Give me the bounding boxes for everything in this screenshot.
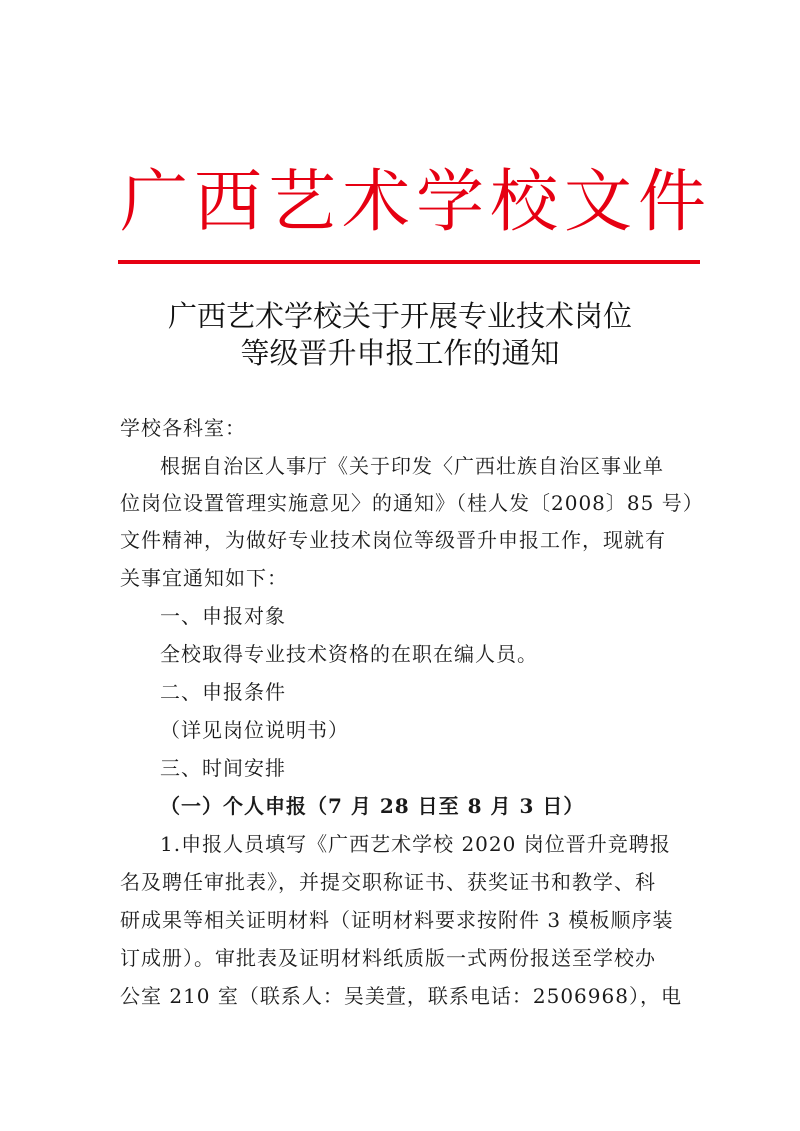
paragraph-line: 根据自治区人事厅《关于印发〈广西壮族自治区事业单 — [160, 454, 664, 478]
paragraph-line: 位岗位设置管理实施意见〉的通知》（桂人发〔2008〕85 号） — [120, 491, 704, 515]
section-heading-1: 一、申报对象 — [160, 604, 286, 628]
paragraph-line: 订成册）。审批表及证明材料纸质版一式两份报送至学校办 — [120, 946, 656, 970]
subsection-heading: （一）个人申报（7 月 28 日至 8 月 3 日） — [160, 794, 585, 818]
salutation: 学校各科室： — [120, 416, 246, 440]
paragraph-line: （详见岗位说明书） — [160, 718, 349, 742]
paragraph-line: 1.申报人员填写《广西艺术学校 2020 岗位晋升竞聘报 — [160, 832, 671, 856]
masthead: 广西艺术学校文件 — [120, 163, 713, 242]
red-divider — [118, 260, 700, 264]
paragraph-line: 文件精神，为做好专业技术岗位等级晋升申报工作，现就有 — [120, 528, 666, 552]
document-title-line-1: 广西艺术学校关于开展专业技术岗位 — [167, 299, 632, 333]
document-title-line-2: 等级晋升申报工作的通知 — [240, 336, 560, 370]
paragraph-line: 研成果等相关证明材料（证明材料要求按附件 3 模板顺序装 — [120, 908, 674, 932]
section-heading-2: 二、申报条件 — [160, 680, 286, 704]
paragraph-line: 全校取得专业技术资格的在职在编人员。 — [160, 642, 538, 666]
paragraph-line: 公室 210 室（联系人：吴美萱，联系电话：2506968），电 — [120, 984, 682, 1008]
section-heading-3: 三、时间安排 — [160, 756, 286, 780]
paragraph-line: 关事宜通知如下： — [120, 566, 288, 590]
paragraph-line: 名及聘任审批表》，并提交职称证书、获奖证书和教学、科 — [120, 870, 656, 894]
